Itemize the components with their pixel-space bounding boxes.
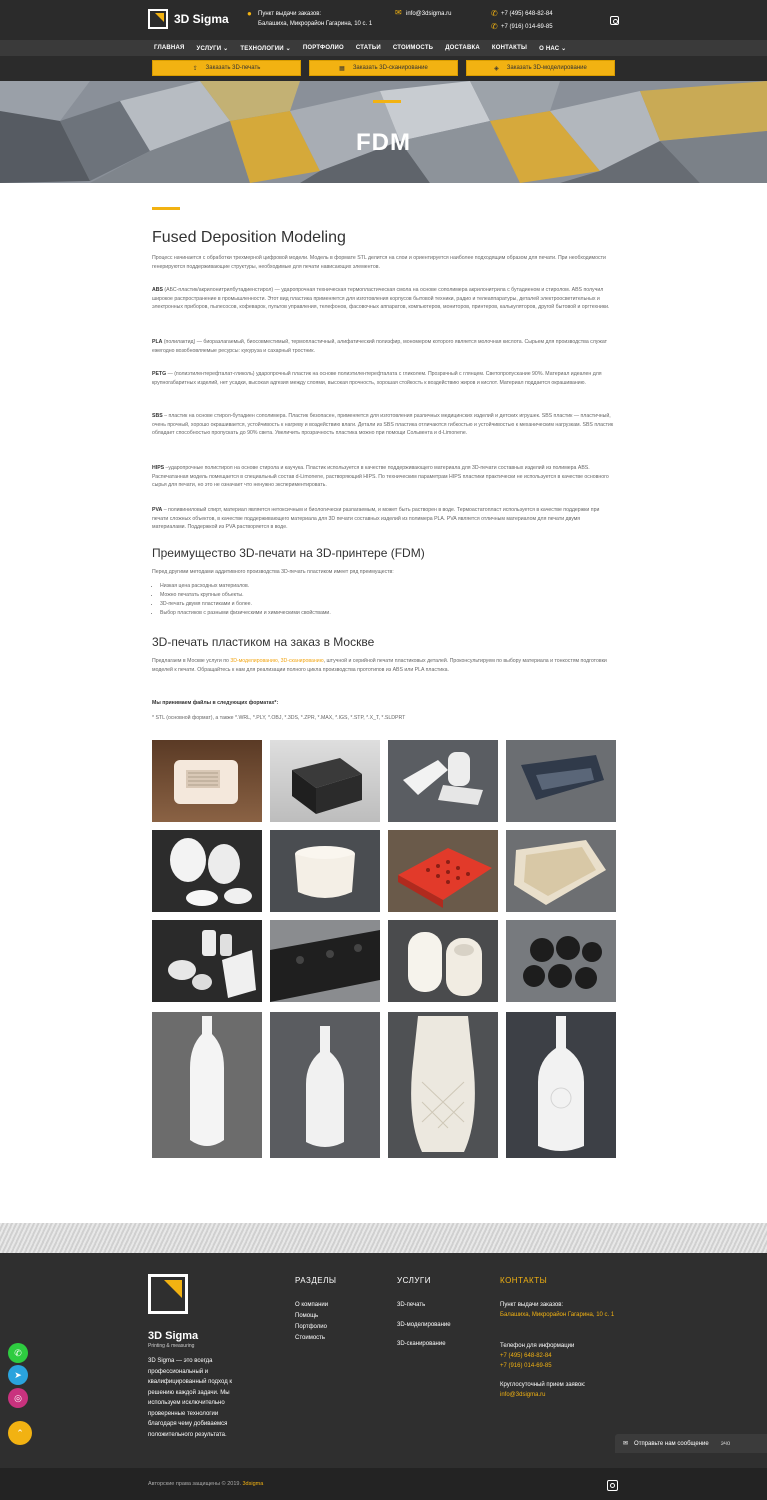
footer-email[interactable]: info@3dsigma.ru xyxy=(500,1392,546,1398)
hero-title: FDM xyxy=(356,129,411,156)
footer-brand: 3D Sigma xyxy=(148,1330,199,1342)
intro-paragraph: Процесс начинается с обработки трехмерной цифровой модели. Модель в формате STL делится на слои и ориентируется наиболее подходящим образом для печати. При необходимости генерируются поддерживающие структуры, необходимые для печати нависающих элементов. xyxy=(152,255,606,270)
nav-item-about[interactable]: О НАС ⌄ xyxy=(539,45,567,52)
material-abs xyxy=(152,286,615,312)
material-hips xyxy=(152,464,615,490)
material-text: – пластик на основе стирол-бутадиен сополимера. Пластик безопасен, применяется для изготовления различных медицинских изделий и детских игрушек. SBS пластик — пластичный, очень прочный, хорошо окрашивается, устойчивость к нагреву и воздействию влаги. Детали из SBS пластика отличаются гибкостью и устойчивостью к механическим нагрузкам. SBS пластик обладает способностью пропускать до 90% света. Увеличить прозрачность пластика можно при помощи Сольвента и d-Limonene. xyxy=(152,413,614,437)
footer-about: 3D Sigma — это всегда профессиональный и квалифицированный подход к решению каждой задачи. Мы используем исключительно проверенные технологии благодаря чему добиваемся положительного результата. xyxy=(148,1358,232,1438)
main-nav xyxy=(0,40,767,56)
material-text: –ударопрочные полистирол на основе стирола и каучука. Пластик используется в качестве поддерживающего материала для 3D-печати составных изделий из полимера ABS. Распечатанная модель помещается в специальный состав d-Limonene, растворяющий HIPS. По техническим параметрам HIPS пластики практически не используется в качестве основного сырья для печати, но это не означает что ненужно экспериментировать. xyxy=(152,465,609,489)
footer-link-about[interactable]: О компании xyxy=(295,1302,329,1308)
gallery-image[interactable] xyxy=(152,920,262,1002)
upload-icon: ⇪ xyxy=(192,65,198,72)
footer-link-printing[interactable]: 3D-печать xyxy=(397,1302,426,1308)
nav-item-technologies[interactable]: ТЕХНОЛОГИИ ⌄ xyxy=(240,45,291,52)
advantages-list xyxy=(160,582,331,618)
hero-accent-line xyxy=(373,100,401,103)
copyright-text: Авторские права защищены © 2019. xyxy=(148,1481,241,1487)
formats-heading: Мы принимаем файлы в следующих форматах*: xyxy=(152,700,279,706)
footer-phone-2[interactable]: +7 (916) 014-69-85 xyxy=(500,1363,552,1369)
order-scanning-label: Заказать 3D-сканирование xyxy=(352,65,428,71)
material-name: SBS xyxy=(152,413,163,419)
gallery-image[interactable] xyxy=(388,1012,498,1158)
logo-mark-icon xyxy=(148,9,168,29)
logo[interactable] xyxy=(148,9,229,29)
order-printing-label: Заказать 3D-печать xyxy=(205,65,261,71)
pickup-label: Пункт выдачи заказов: xyxy=(258,11,322,17)
cta-bar xyxy=(0,56,767,81)
list-item: • Можно печатать крупные объекты. xyxy=(160,591,331,600)
gallery-image[interactable] xyxy=(506,920,616,1002)
hero-banner xyxy=(0,81,767,183)
footer-tagline: Printing & measuring xyxy=(148,1343,195,1349)
nav-item-delivery[interactable]: ДОСТАВКА xyxy=(445,45,480,51)
footer-link-help[interactable]: Помощь xyxy=(295,1313,319,1319)
material-text: (полилактид) — биоразлагаемый, биосовместимый, термопластичный, алифатический полиэфир, мономером которого является молочная кислота. Сырьем для производства служат ежегодно возобновляемые ресурсы: кукуруза и сахарный тростник. xyxy=(152,339,608,354)
modeling-scanning-link[interactable]: 3D-моделированию, 3D-сканированию xyxy=(230,658,324,664)
location-pin-icon: ● xyxy=(247,9,252,18)
footer-pickup-label: Пункт выдачи заказов: xyxy=(500,1302,564,1308)
material-text: — (полиэтилентерефталат-гликоль) ударопрочный пластик на основе полиэтилентерефталата с гликолем. Прозрачный с глянцем. Светопропускание 90%. Материал идеален для крупногабаритных изделий, нет усадки, высокая адгезия между слоями, высокая прочность, хорошая стойкость к воздействию жиров и кислот. Материал поддается окрашиванию. xyxy=(152,371,602,386)
nav-item-contacts[interactable]: КОНТАКТЫ xyxy=(491,45,528,51)
footer-logo-mark-icon[interactable] xyxy=(148,1274,188,1314)
footer-link-scanning[interactable]: 3D-сканирование xyxy=(397,1341,446,1347)
order-paragraph xyxy=(152,657,615,674)
pickup-address: Балашиха, Микрорайон Гагарина, 10 с. 1 xyxy=(258,21,373,27)
telegram-icon[interactable]: ➤ xyxy=(8,1365,28,1385)
footer-contacts-title: КОНТАКТЫ xyxy=(500,1276,548,1285)
gallery-image[interactable] xyxy=(506,740,616,822)
gallery-image[interactable] xyxy=(152,740,262,822)
chat-icon: ✉ xyxy=(623,1441,629,1447)
gallery-image[interactable] xyxy=(388,740,498,822)
scan-icon: ▦ xyxy=(339,65,345,72)
formats-list: * STL (основной формат), а также *.WRL, *.PLY, *.OBJ, *.3DS, *.ZPR, *.MAX, *.IGS, *.STP, *.X_T, *.SLDPRT xyxy=(152,715,406,721)
phone-icon: ✆ xyxy=(491,22,498,31)
chat-widget-button[interactable] xyxy=(615,1434,767,1453)
model-icon: ◈ xyxy=(494,65,499,72)
list-item: • Низкая цена расходных материалов. xyxy=(160,582,331,591)
scroll-to-top-button[interactable]: ⌃ xyxy=(8,1421,32,1445)
instagram-icon[interactable] xyxy=(610,16,619,25)
formats-title xyxy=(152,699,615,708)
section-accent-line xyxy=(152,207,180,210)
footer-services-title: УСЛУГИ xyxy=(397,1276,432,1285)
gallery-image[interactable] xyxy=(388,920,498,1002)
material-name: ABS xyxy=(152,287,163,293)
footer-link-price[interactable]: Стоимость xyxy=(295,1335,326,1341)
gallery-image[interactable] xyxy=(506,1012,616,1158)
order-title: 3D-печать пластиком на заказ в Москве xyxy=(152,635,375,649)
material-text: (АБС-пластик/акрилонитрилбутадиенстирол) — ударопрочная техническая термопластическая смола на основе сополимера акрилонитрила с бутадиеном и стиролом. ABS получил широкое распространение в промышленности. Этот вид пластика применяется для изготовления корпусов бытовой техники, радио и телеаппаратуры, деталей электроосветительных и электронных приборов, пылесосов, кофеварок, пультов управления, телефонов, фасовочных аппаратов, компьютеров, мониторов, принтеров, калькуляторов, другой бытовой и оргтехники. xyxy=(152,287,610,311)
order-scanning-button[interactable] xyxy=(309,60,458,76)
order-text-end: , штучной и серийной печати пластиковых деталей. Проконсультируем по выбору материала и тонкостям подготовки моделей к печати. Обращайтесь к нам для реализации полного цикла производства прототипов из ABS или PLA пластика. xyxy=(152,658,607,673)
phone-icon: ✆ xyxy=(491,9,498,18)
whatsapp-icon[interactable]: ✆ xyxy=(8,1343,28,1363)
list-item: • Выбор пластиков с разными физическими и химическими свойствами. xyxy=(160,609,331,618)
list-item: • 3D-печать двумя пластиками и более. xyxy=(160,600,331,609)
gallery-image[interactable] xyxy=(152,1012,262,1158)
footer-pickup-address[interactable]: Балашиха, Микрорайон Гагарина, 10 с. 1 xyxy=(500,1312,615,1318)
gallery-image[interactable] xyxy=(270,830,380,912)
order-modeling-button[interactable] xyxy=(466,60,615,76)
footer-phone-1[interactable]: +7 (495) 648-82-84 xyxy=(500,1353,552,1359)
logo-text: 3D Sigma xyxy=(174,12,229,26)
nav-item-articles[interactable]: СТАТЬИ xyxy=(355,45,381,51)
nav-item-services[interactable]: УСЛУГИ ⌄ xyxy=(196,45,229,52)
instagram-icon[interactable] xyxy=(607,1480,618,1491)
gallery-image[interactable] xyxy=(270,740,380,822)
order-printing-button[interactable] xyxy=(152,60,301,76)
footer-pattern-band xyxy=(0,1223,767,1253)
gallery-image[interactable] xyxy=(506,830,616,912)
advantages-intro: Перед другими методами аддитивного производства 3D-печать пластиком имеет ряд преимуществ: xyxy=(152,569,394,575)
chat-label: Отправьте нам сообщение xyxy=(634,1440,709,1447)
copyright xyxy=(148,1480,263,1489)
advantages-title: Преимущество 3D-печати на 3D-принтере (FDM) xyxy=(152,546,425,560)
footer-bottom-bar xyxy=(0,1468,767,1500)
footer-sections-title: РАЗДЕЛЫ xyxy=(295,1276,337,1285)
instagram-float-icon[interactable]: ◎ xyxy=(8,1388,28,1408)
order-text-start: Предлагаем в Москве услуги по xyxy=(152,658,231,664)
order-modeling-label: Заказать 3D-моделирование xyxy=(506,65,587,71)
gallery-image[interactable] xyxy=(152,830,262,912)
nav-item-portfolio[interactable]: ПОРТФОЛИО xyxy=(302,45,344,51)
copyright-link[interactable]: 3dsigma xyxy=(242,1481,264,1487)
material-text: – поливиниловый спирт, материал является нетоксичным и биологически разлагаемым, и может быть растворен в воде. Термоастатопласт используется в качестве поддержки при печати сложных объектов, в качестве поддерживающего материала для 3D печати составных изделий из полимера PLA. PVA является отличным материалом для печати двумя материалами. Поддержкой из PVA растворяется в воде. xyxy=(152,507,600,531)
material-name: PLA xyxy=(152,339,163,345)
footer-phone-label: Телефон для информации xyxy=(500,1343,575,1349)
header-phone-2[interactable]: +7 (916) 014-69-85 xyxy=(501,24,553,30)
nav-item-price[interactable]: СТОИМОСТЬ xyxy=(392,45,434,51)
footer-link-portfolio[interactable]: Портфолио xyxy=(295,1324,327,1330)
gallery-image[interactable] xyxy=(270,1012,380,1158)
material-pla xyxy=(152,338,615,355)
top-header xyxy=(0,0,767,40)
footer-mail-label: Круглосуточный прием заявок: xyxy=(500,1382,586,1388)
material-sbs xyxy=(152,412,615,438)
material-name: PETG xyxy=(152,371,167,377)
page-title: Fused Deposition Modeling xyxy=(152,229,346,246)
gallery-image[interactable] xyxy=(270,920,380,1002)
material-pva xyxy=(152,506,615,532)
header-email[interactable]: info@3dsigma.ru xyxy=(406,11,452,17)
footer-link-modeling[interactable]: 3D-моделирование xyxy=(397,1322,451,1328)
chat-extra: эчо xyxy=(720,1440,731,1447)
mail-icon: ✉ xyxy=(395,8,402,17)
gallery-image[interactable] xyxy=(388,830,498,912)
header-phone-1[interactable]: +7 (495) 648-82-84 xyxy=(501,11,553,17)
material-petg xyxy=(152,370,615,387)
material-name: PVA xyxy=(152,507,163,513)
nav-item-home[interactable]: ГЛАВНАЯ xyxy=(154,45,185,51)
material-name: HIPS xyxy=(152,465,165,471)
